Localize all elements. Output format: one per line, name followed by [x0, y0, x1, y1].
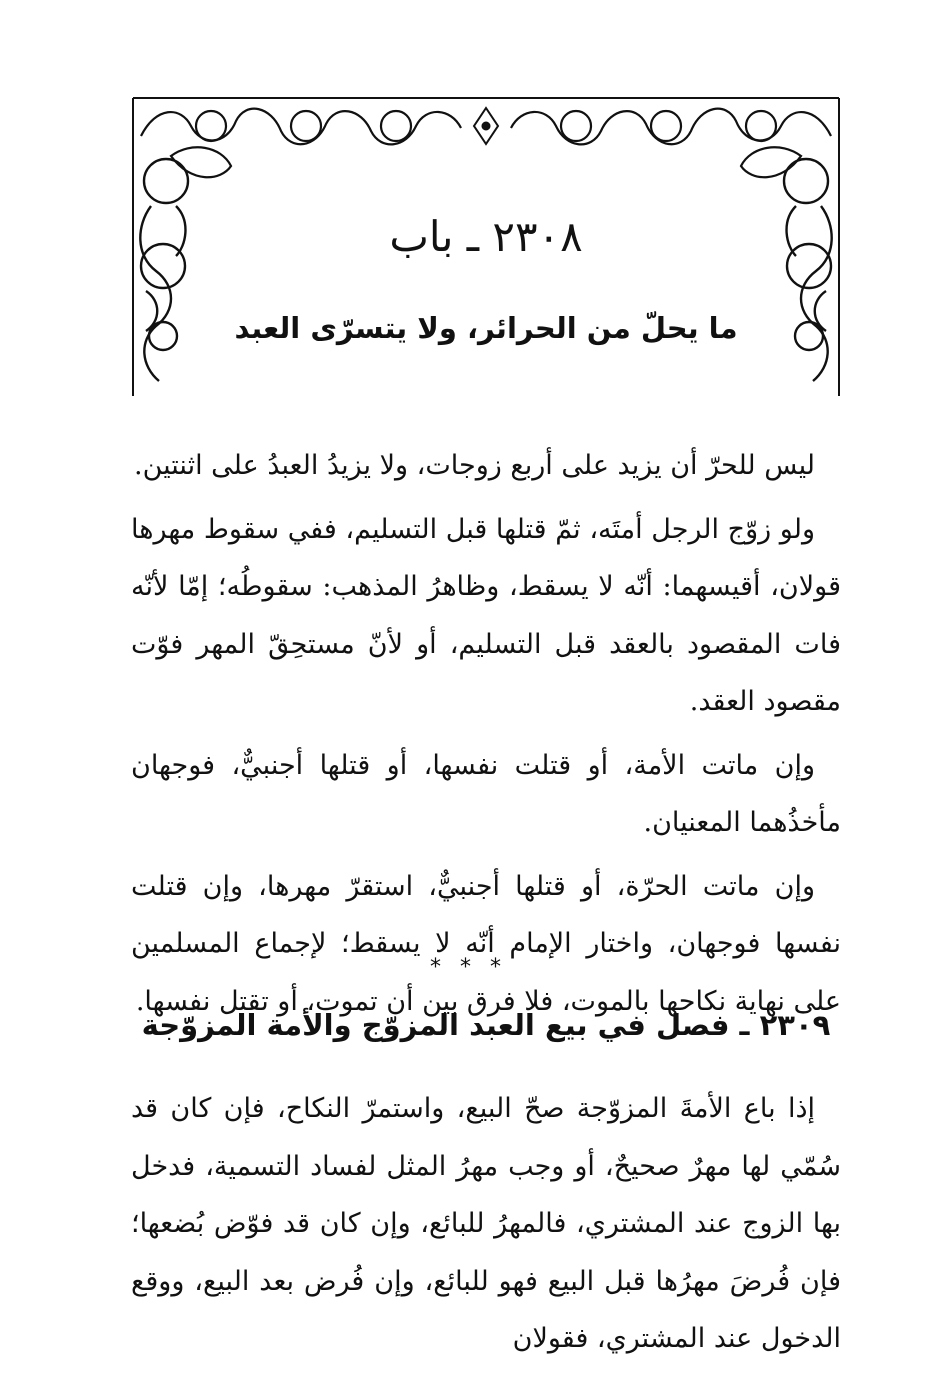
paragraph: ليس للحرّ أن يزيد على أربع زوجات، ولا يزيدُ العبدُ على اثنتين. [134, 450, 815, 481]
chapter-number: ٢٣٠٨ ـ باب [389, 212, 583, 261]
paragraph: وإن ماتت الأمة، أو قتلت نفسها، أو قتلها أجنبيٌّ، فوجهان مأخذُهما المعنيان. [131, 749, 841, 838]
section-title: ٢٣٠٩ ـ فصل في بيع العبد المزوّج والأمة المزوّجة [141, 1008, 831, 1042]
section-separator: * * * [430, 955, 507, 980]
paragraph: إذا باع الأمةَ المزوّجة صحّ البيع، واستمرّ النكاح، فإن كان قد سُمّي لها مهرٌ صحيحٌ، أو وجب مهرُ المثل لفساد التسمية، فدخل بها الزوج عند المشتري، فالمهرُ للبائع، وإن كان قد فوّض بُضعها؛ فإن فُرضَ مهرُها قبل البيع فهو للبائع، وإن فُرض بعد البيع، ووقع الدخول عند المشتري، فقولان [131, 1093, 841, 1354]
paragraph: وإن ماتت الحرّة، أو قتلها أجنبيٌّ، استقرّ مهرها، وإن قتلت نفسها فوجهان، واختار الإمام أنّه لا يسقط؛ لإجماع المسلمين على نهاية نكاحها بالموت، فلا فرق بين أن تموت، أو تقتل نفسها. [131, 870, 841, 1017]
body-text-top [131, 437, 841, 1030]
body-text-bottom [131, 1080, 841, 1368]
chapter-title: ما يحلّ من الحرائر، ولا يتسرّى العبد [234, 311, 738, 345]
paragraph: ولو زوّج الرجل أمتَه، ثمّ قتلها قبل التسليم، ففي سقوط مهرها قولان، أقيسهما: أنّه لا يسقط، وظاهرُ المذهب: سقوطُه؛ إمّا لأنّه فات المقصود بالعقد قبل التسليم، أو لأنّ مستحِقّ المهر فوّت مقصود العقد. [131, 513, 841, 717]
chapter-header-frame [131, 96, 841, 396]
